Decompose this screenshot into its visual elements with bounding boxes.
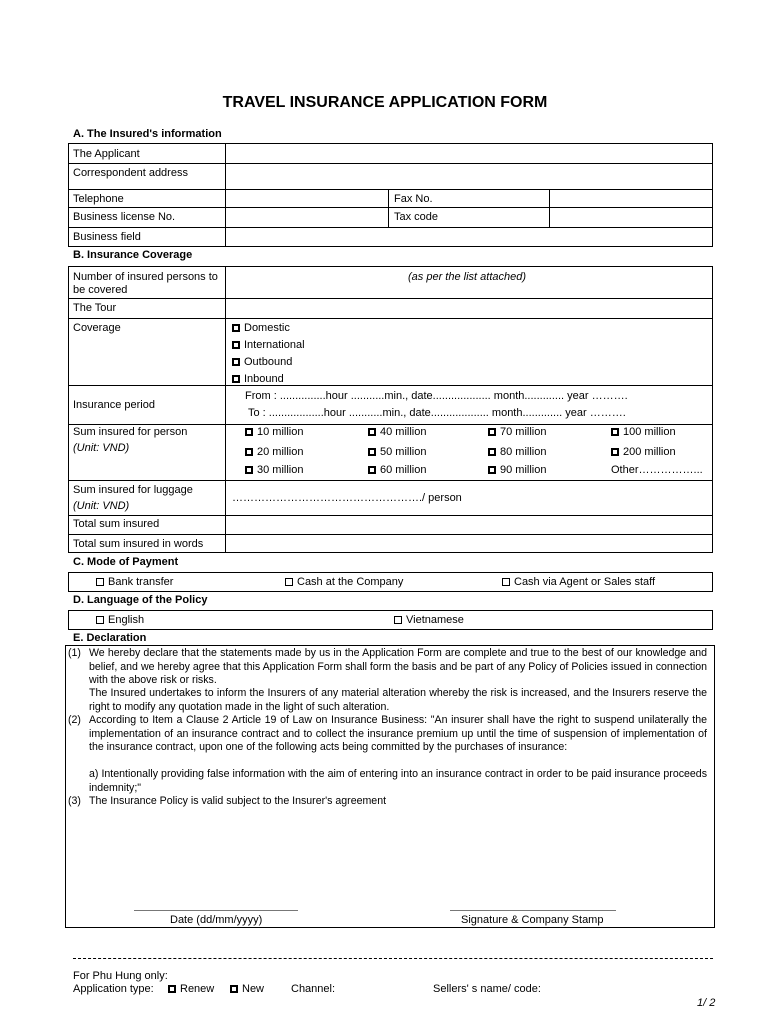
telephone-label: Telephone bbox=[73, 193, 124, 205]
checkbox-icon bbox=[96, 616, 104, 624]
checkbox-icon bbox=[232, 341, 240, 349]
section-d-heading: D. Language of the Policy bbox=[73, 594, 208, 606]
sum-60m[interactable]: 60 million bbox=[368, 464, 426, 476]
sum-70m[interactable]: 70 million bbox=[488, 426, 546, 438]
persons-note: (as per the list attached) bbox=[408, 271, 527, 283]
checkbox-icon bbox=[232, 324, 240, 332]
language-english[interactable]: English bbox=[96, 614, 144, 626]
total-words-label: Total sum insured in words bbox=[73, 538, 204, 550]
language-table bbox=[68, 610, 713, 630]
checkbox-icon bbox=[232, 375, 240, 383]
checkbox-icon bbox=[368, 466, 376, 474]
section-e-heading: E. Declaration bbox=[73, 632, 147, 644]
checkbox-icon bbox=[488, 448, 496, 456]
signature-label: Signature & Company Stamp bbox=[461, 914, 604, 926]
checkbox-icon bbox=[611, 448, 619, 456]
checkbox-icon bbox=[230, 985, 238, 993]
applicant-label: The Applicant bbox=[73, 148, 140, 160]
internal-use-label: For Phu Hung only: bbox=[73, 970, 168, 982]
sum-90m[interactable]: 90 million bbox=[488, 464, 546, 476]
checkbox-icon bbox=[611, 428, 619, 436]
app-type-renew[interactable]: Renew bbox=[168, 983, 214, 995]
decl-num-3: (3) bbox=[68, 795, 81, 807]
checkbox-icon bbox=[232, 358, 240, 366]
sum-100m[interactable]: 100 million bbox=[611, 426, 676, 438]
sum-luggage-unit: (Unit: VND) bbox=[73, 500, 130, 512]
checkbox-icon bbox=[488, 466, 496, 474]
coverage-international[interactable]: International bbox=[232, 339, 305, 351]
coverage-outbound[interactable]: Outbound bbox=[232, 356, 292, 368]
decl-item-1: We hereby declare that the statements made by us in the Application Form are complete and true to the best of our knowledge and belief, and we hereby agree that this Application Form shall form the basis and be part of any Policy of Policies issued in connection with the above risk or risks. bbox=[89, 647, 707, 686]
coverage-label: Coverage bbox=[73, 322, 121, 334]
sum-20m[interactable]: 20 million bbox=[245, 446, 303, 458]
payment-bank[interactable]: Bank transfer bbox=[96, 576, 173, 588]
checkbox-icon bbox=[285, 578, 293, 586]
sum-50m[interactable]: 50 million bbox=[368, 446, 426, 458]
period-from[interactable]: From : ...............hour ...........min., date................... month............. year ………. bbox=[245, 390, 628, 402]
checkbox-icon bbox=[245, 466, 253, 474]
checkbox-icon bbox=[368, 428, 376, 436]
sum-30m[interactable]: 30 million bbox=[245, 464, 303, 476]
decl-item-2: According to Item a Clause 2 Article 19 of Law on Insurance Business: "An insurer shall have the right to suspend unilaterally the implementation of an insurance contract and to collect the insurance premium up until the time of suspension of implementation of the insurance contract, upon one of the following acts being committed by the purchases of insurance: bbox=[89, 714, 707, 753]
decl-item-1b: The Insured undertakes to inform the Insurers of any material alteration whereby the risk is increased, and the Insurers reserve the right to modify any quotation made in the light of such alteration. bbox=[89, 687, 707, 713]
form-title: TRAVEL INSURANCE APPLICATION FORM bbox=[222, 94, 548, 111]
application-type-label: Application type: bbox=[73, 983, 154, 995]
checkbox-icon bbox=[394, 616, 402, 624]
sum-person-label: Sum insured for person bbox=[73, 426, 188, 438]
decl-num-2: (2) bbox=[68, 714, 81, 726]
sum-200m[interactable]: 200 million bbox=[611, 446, 676, 458]
sum-person-unit: (Unit: VND) bbox=[73, 442, 130, 454]
sum-80m[interactable]: 80 million bbox=[488, 446, 546, 458]
fax-label: Fax No. bbox=[394, 193, 433, 205]
persons-label-2: be covered bbox=[73, 284, 128, 296]
period-to[interactable]: To : ..................hour ...........min., date................... month............. year ………. bbox=[248, 407, 626, 419]
checkbox-icon bbox=[168, 985, 176, 993]
decl-num-1: (1) bbox=[68, 647, 81, 659]
date-label: Date (dd/mm/yyyy) bbox=[170, 914, 263, 926]
section-a-table bbox=[68, 143, 713, 247]
sum-other[interactable]: Other……………... bbox=[611, 464, 703, 476]
decl-item-3: The Insurance Policy is valid subject to the Insurer's agreement bbox=[89, 795, 387, 807]
date-line[interactable] bbox=[134, 910, 298, 911]
language-vietnamese[interactable]: Vietnamese bbox=[394, 614, 464, 626]
checkbox-icon bbox=[502, 578, 510, 586]
checkbox-icon bbox=[488, 428, 496, 436]
sum-luggage-label: Sum insured for luggage bbox=[73, 484, 193, 496]
business-field-label: Business field bbox=[73, 231, 141, 243]
app-type-new[interactable]: New bbox=[230, 983, 264, 995]
tour-label: The Tour bbox=[73, 302, 117, 314]
taxcode-label: Tax code bbox=[394, 211, 439, 223]
payment-cash-company[interactable]: Cash at the Company bbox=[285, 576, 403, 588]
sum-10m[interactable]: 10 million bbox=[245, 426, 303, 438]
sum-40m[interactable]: 40 million bbox=[368, 426, 426, 438]
seller-label: Sellers' s name/ code: bbox=[433, 983, 541, 995]
luggage-value[interactable]: ……………………………………………./ person bbox=[232, 492, 462, 504]
checkbox-icon bbox=[368, 448, 376, 456]
signature-line[interactable] bbox=[450, 910, 616, 911]
payment-cash-agent[interactable]: Cash via Agent or Sales staff bbox=[502, 576, 655, 588]
address-label: Correspondent address bbox=[73, 167, 188, 179]
channel-label: Channel: bbox=[291, 983, 336, 995]
page-number: 1/ 2 bbox=[697, 997, 716, 1009]
total-label: Total sum insured bbox=[73, 518, 160, 530]
decl-item-2a: a) Intentionally providing false information with the aim of entering into an insurance contract in order to be paid insurance proceeds indemnity;" bbox=[89, 768, 707, 794]
coverage-domestic[interactable]: Domestic bbox=[232, 322, 290, 334]
checkbox-icon bbox=[245, 428, 253, 436]
section-a-heading: A. The Insured's information bbox=[73, 128, 222, 140]
checkbox-icon bbox=[245, 448, 253, 456]
period-label: Insurance period bbox=[73, 399, 155, 411]
section-b-heading: B. Insurance Coverage bbox=[73, 249, 193, 261]
section-c-heading: C. Mode of Payment bbox=[73, 556, 179, 568]
license-label: Business license No. bbox=[73, 211, 176, 223]
cut-line bbox=[73, 958, 713, 959]
coverage-inbound[interactable]: Inbound bbox=[232, 373, 284, 385]
checkbox-icon bbox=[96, 578, 104, 586]
persons-label-1: Number of insured persons to bbox=[73, 271, 218, 283]
